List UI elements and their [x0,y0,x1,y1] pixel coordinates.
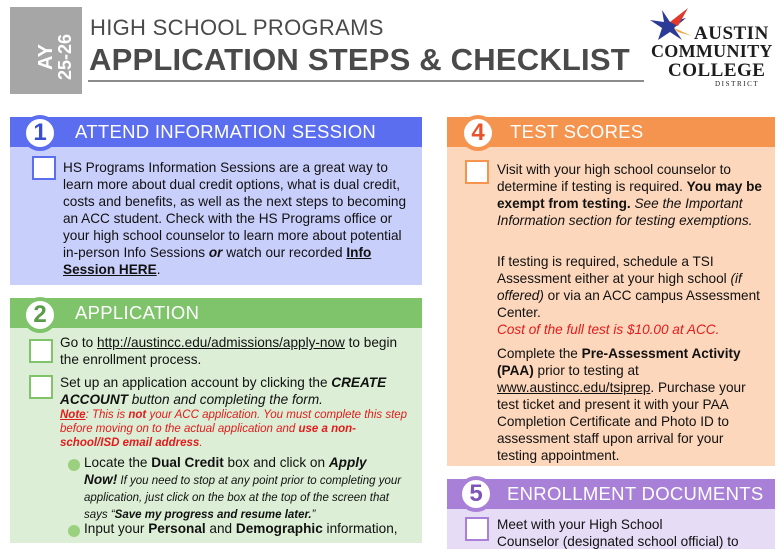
step-2-header [10,298,422,328]
step-5-checkbox[interactable] [465,517,489,541]
save-progress-label: Save my progress and resume later. [114,509,312,521]
step-4-p3-a: Complete the [497,346,582,361]
step-4-para-1 [497,161,765,229]
step-5-panel [447,479,775,549]
step-1-text-a: HS Programs Information Sessions are a great way to learn more about dual credit options, what is dual credit, costs and benefits, as well as the next steps to becoming an ACC student. Check with the HS Programs office or your high school counselor to learn more about potential in-person Info Sessions [63,160,407,260]
step-1-text [63,159,415,278]
step-4-para-2 [497,253,765,338]
ay-label: AY [35,44,57,70]
note-text-b: your ACC application. You must complete this step before moving on to the actual application and [60,409,408,435]
bullet-1-a: Locate the [84,455,152,470]
step-1-header [10,117,422,147]
step-2-bullet-2 [68,525,80,537]
step-5-body [447,509,775,549]
personal-label: Personal [148,521,206,536]
step-2-bullet-1-text [84,454,402,522]
exempt-label: You may be exempt from testing. [497,179,762,211]
step-4-badge: 4 [460,115,496,151]
header-divider [88,80,644,82]
tsiprep-link[interactable]: www.austincc.edu/tsiprep [497,380,651,395]
step-2-item-2 [60,374,412,408]
step-4-panel [447,117,775,466]
step-4-title: TEST SCORES [510,121,644,142]
step-5-line-2: Counselor (designated school official) to [497,534,739,549]
note-label: Note [60,409,86,421]
create-account-label: CREATE ACCOUNT [60,375,387,407]
logo-word-community: COMMUNITY [651,41,773,61]
page-title: APPLICATION STEPS & CHECKLIST [89,42,630,77]
academic-year-label [37,34,75,80]
step-4-p1-italic: See the Important Information section for testing exemptions. [497,196,753,228]
logo-word-district: DISTRICT [715,80,760,88]
step-2-body [10,328,422,543]
apply-now-label: Apply Now! [84,455,367,487]
logo-word-college: COLLEGE [668,60,766,81]
step-1-title: ATTEND INFORMATION SESSION [75,121,377,142]
step-5-badge: 5 [458,476,494,512]
step-4-body [447,147,775,466]
step-1-checkbox[interactable] [32,156,56,180]
step-1-badge: 1 [22,115,58,151]
step-2-title: APPLICATION [75,302,200,323]
step-1-or: or [208,245,223,260]
step-1-text-b: watch our recorded [222,245,347,260]
step-2-item-1 [60,334,412,368]
apply-now-link[interactable]: http://austincc.edu/admissions/apply-now [97,335,345,350]
bullet-2-b: and [205,521,236,536]
bullet-1-d: ” [311,509,316,521]
bullet-2-a: Input your [84,521,149,536]
step-2-bullet-2-text [84,520,424,537]
step-4-p1-a: Visit with your high school counselor to determine if testing is required. [497,162,731,194]
step-1-body [10,147,422,285]
step-4-p3-b: prior to testing at [533,363,639,378]
step-5-text [497,516,765,550]
step-5-title: ENROLLMENT DOCUMENTS [507,483,764,504]
step-2-panel [10,298,422,543]
note-not: not [128,409,147,421]
step-4-p3-c: . Purchase your test ticket and present it with your PAA Completion Certificate and Photo ID to assessment staff upon arrival for your testing appointment. [497,380,746,463]
if-offered-label: (if offered) [497,271,742,303]
paa-label: Pre-Assessment Activity (PAA) [497,346,741,378]
bullet-1-c: If you need to stop at any point prior to completing your application, just click on the box at the top of the screen that says “ [84,475,402,521]
step-2-item-1-b: to begin the enrollment process. [60,335,398,367]
step-2-item-1-a: Go to [60,335,98,350]
step-5-line-1: Meet with your High School [497,517,663,532]
bullet-1-b: box and click on [223,455,329,470]
step-2-checkbox-2[interactable] [29,375,53,399]
demographic-label: Demographic [235,521,323,536]
step-2-badge: 2 [22,297,58,333]
step-4-p2-a: If testing is required, schedule a TSI Assessment either at your high school [497,254,731,286]
step-2-item-2-a: Set up an application account by clicking the [60,375,332,390]
step-1-panel [10,117,422,285]
step-4-p2-b: or via an ACC campus Assessment Center. [497,288,760,320]
logo-word-austin: AUSTIN [694,23,769,44]
step-5-header [447,479,775,509]
note-end: . [199,437,203,449]
academic-year-tab [10,7,82,94]
step-2-note [60,408,412,450]
step-2-checkbox-1[interactable] [29,339,53,363]
step-1-text-end: . [156,262,161,277]
info-session-link[interactable]: Info Session HERE [63,245,372,277]
acc-logo [648,6,776,90]
step-4-checkbox[interactable] [465,160,489,184]
test-cost-note: Cost of the full test is $10.00 at ACC. [497,322,720,337]
dual-credit-label: Dual Credit [151,455,224,470]
step-4-header [447,117,775,147]
note-email: use a non-school/ISD email address [60,423,356,449]
page-subtitle: HIGH SCHOOL PROGRAMS [90,15,384,40]
ay-years: 25-26 [55,33,75,81]
step-4-para-3 [497,345,765,464]
bullet-2-c: information, [322,521,398,536]
step-2-bullet-1 [68,459,80,471]
step-2-item-2-b: button and completing the form. [127,392,323,407]
note-text-a: : This is [85,409,129,421]
